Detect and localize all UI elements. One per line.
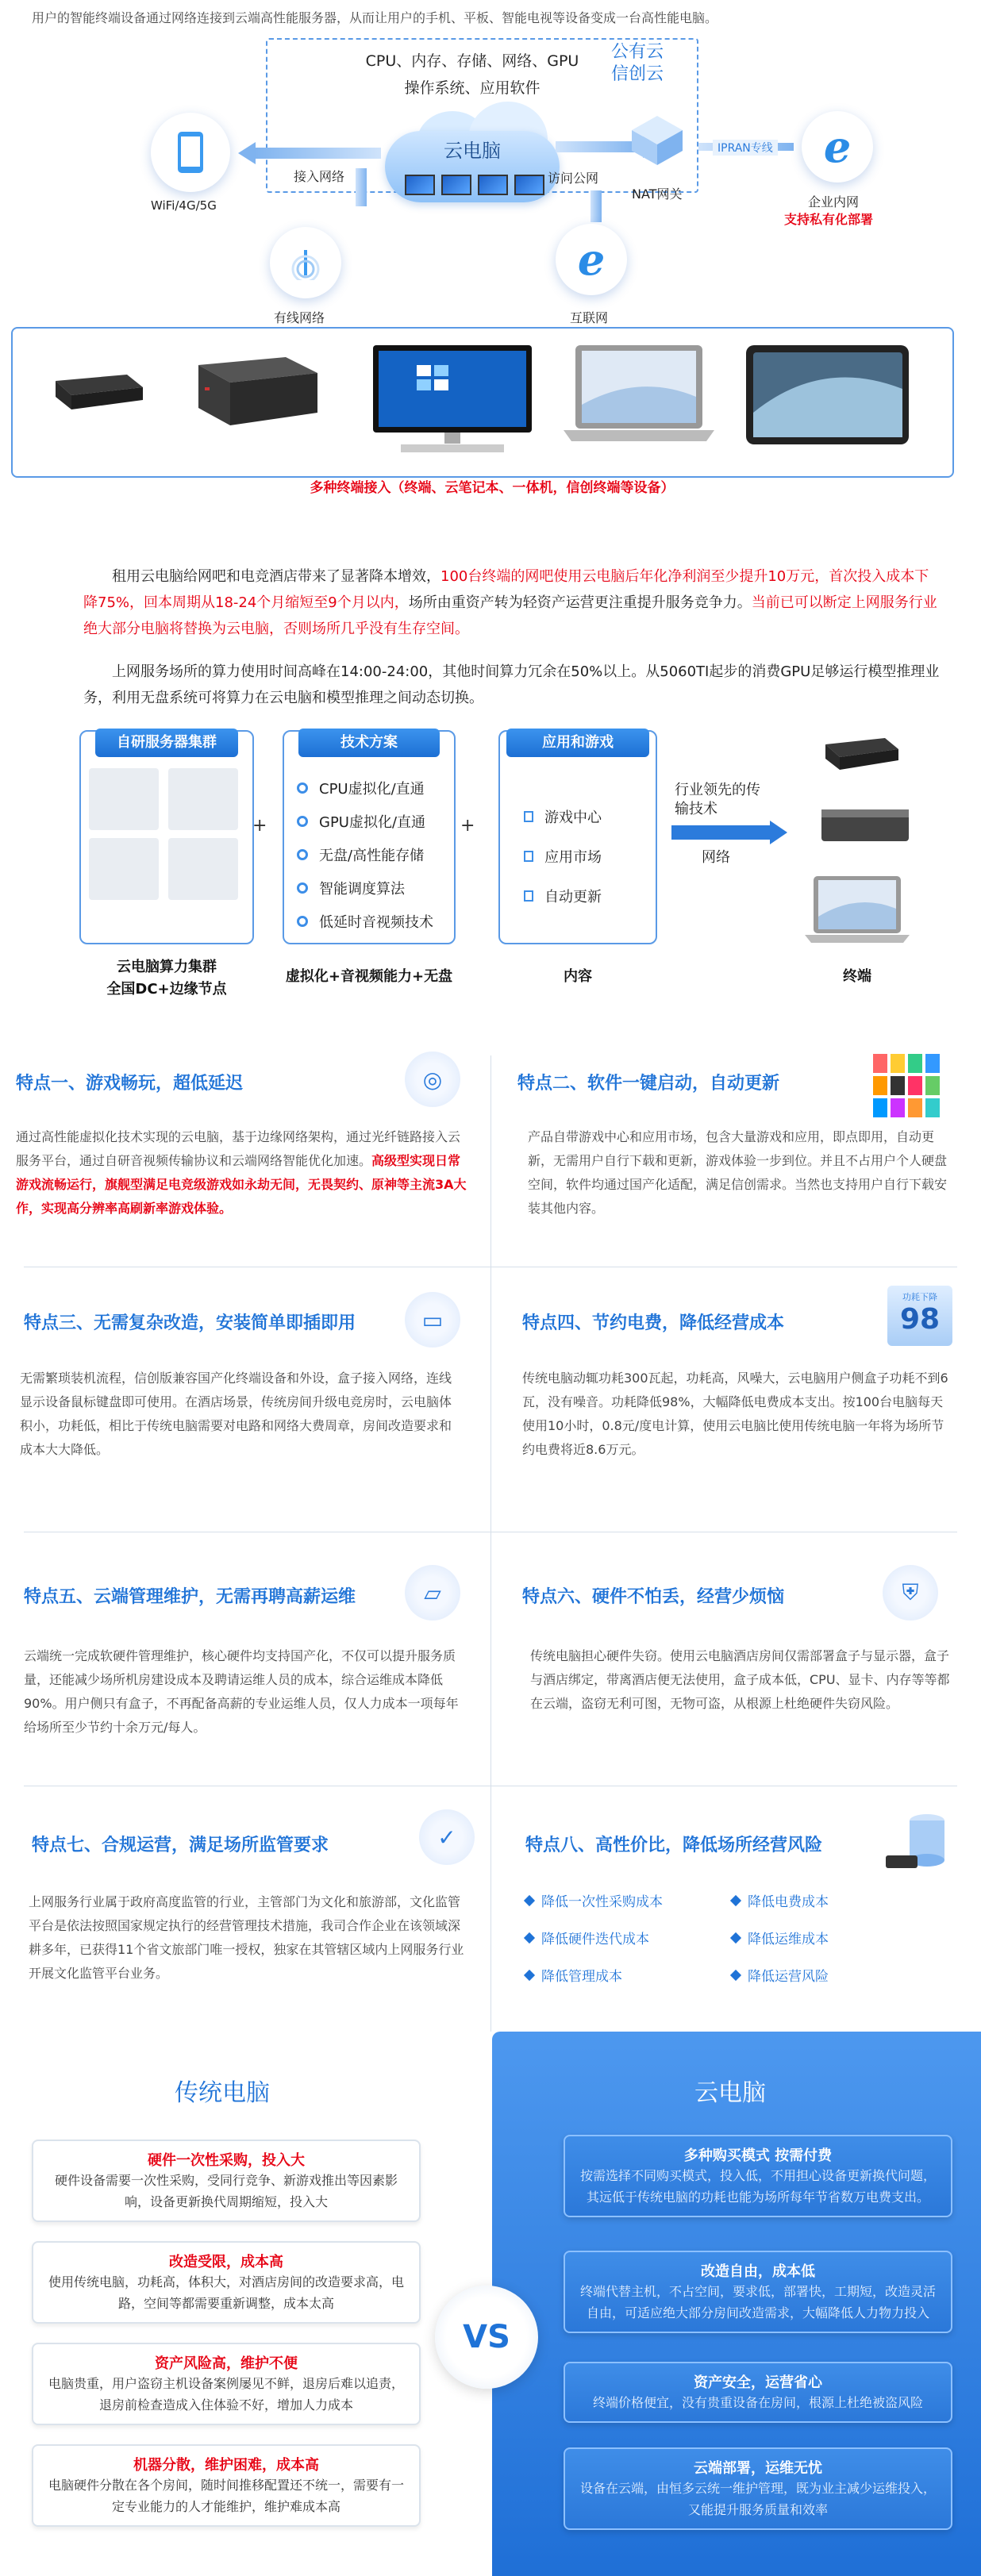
gear-icon bbox=[297, 916, 308, 927]
diamond-icon bbox=[524, 1969, 535, 1980]
internet-label: 互联网 bbox=[570, 310, 609, 325]
compliance-icon: ✓ bbox=[419, 1809, 475, 1865]
desktop-thumb bbox=[478, 175, 508, 195]
cloud-desktops bbox=[405, 175, 544, 195]
traditional-card: 改造受限，成本高 使用传统电脑，功耗高，体积大，对酒店房间的改造要求高，电路，空间等都需要重新调整，成本太高 bbox=[32, 2241, 421, 2324]
tech-head: 技术方案 bbox=[298, 729, 440, 757]
server-icon bbox=[89, 838, 159, 900]
ipran-label: IPRAN专线 bbox=[713, 140, 778, 156]
para-compute: 上网服务场所的算力使用时间高峰在14:00-24:00，其他时间算力冗余在50%以上。从5060TI起步的消费GPU足够运行模型推理业务，利用无盘系统可将算力在云电脑和模型推理之间动态切换。 bbox=[83, 663, 940, 706]
feature-8-item: 降低管理成本 bbox=[525, 1965, 732, 1985]
gear-icon bbox=[297, 782, 308, 794]
para1-red1: 100台终端的网吧使用云电脑后年化净利润至少提升10万元，首次投入成本下降75%，回本周期从18-24个月缩短至9个月以内， bbox=[83, 568, 929, 611]
arrow-down bbox=[356, 168, 367, 206]
feature-7-body: 上网服务行业属于政府高度监管的行业，主管部门为文化和旅游部，文化监管平台是依法按照国家规定执行的经营管理技术措施，我司合作企业在该领域深耕多年，已获得11个省文旅部门唯一授权，独家在其管辖区域内上网服务行业开展文化监管平台业务。 bbox=[29, 1894, 464, 1981]
shield-icon: ⛨ bbox=[883, 1565, 938, 1621]
box-device-icon bbox=[818, 730, 905, 778]
box-device-icon bbox=[40, 365, 151, 421]
server-icon bbox=[89, 768, 159, 830]
feature-8-item: 降低硬件迭代成本 bbox=[525, 1928, 732, 1947]
feature-5-title: 特点五、云端管理维护，无需再聘高薪运维 bbox=[24, 1587, 356, 1607]
feature-7-title: 特点七、合规运营，满足场所监管要求 bbox=[32, 1836, 329, 1855]
transport-label: 行业领先的传输技术 bbox=[675, 782, 760, 817]
traditional-card: 资产风险高，维护不便 电脑贵重，用户盗窃主机设备案例屡见不鲜，退房后难以追责，退房前检查造成入住体验不好，增加人力成本 bbox=[32, 2343, 421, 2425]
mini-host-icon bbox=[818, 802, 913, 849]
feature-6-title: 特点六、硬件不怕丢，经营少烦恼 bbox=[522, 1587, 785, 1607]
feature-5-body: 云端统一完成软硬件管理维护，核心硬件均支持国产化，不仅可以提升服务质量，还能减少场所机房建设成本及聘请运维人员的成本，综合运维成本降低90%。用户侧只有盒子，不再配备高薪的专业运维人员，仅人力成本一项每年给场所至少节约十余万元/每人。 bbox=[24, 1648, 459, 1735]
transport-arrow-head bbox=[770, 821, 787, 844]
network-label: 网络 bbox=[702, 849, 730, 866]
server-caption-2: 全国DC+边缘节点 bbox=[106, 981, 227, 998]
content-caption: 内容 bbox=[564, 968, 592, 985]
cloud-card: 资产安全，运营省心 终端价格便宜，没有贵重设备在房间，根源上杜绝被盗风险 bbox=[564, 2362, 952, 2423]
gear-icon bbox=[297, 816, 308, 827]
feature-4-title: 特点四、节约电费，降低经营成本 bbox=[522, 1313, 785, 1333]
plus-sign: + bbox=[460, 816, 475, 836]
feature-2-body: 产品自带游戏中心和应用市场，包含大量游戏和应用，即点即用，自动更新，无需用户自行下载和更新，游戏体验一步到位。并且不占用户个人硬盘空间，软件均通过国产化适配，满足信创需求。当然也支持用户自行下载安装其他内容。 bbox=[528, 1129, 948, 1216]
cloud-card: 多种购买模式 按需付费 按需选择不同购买模式，投入低，不用担心设备更新换代问题，其远低于传统电脑的功耗也能为场所每年节省数万电费支出。 bbox=[564, 2135, 952, 2217]
power-badge-top: 功耗下降 bbox=[902, 1292, 937, 1302]
visit-public-label: 访问公网 bbox=[548, 171, 599, 186]
transport-arrow bbox=[671, 825, 770, 840]
feature-1-body: 通过高性能虚拟化技术实现的云电脑，基于边缘网络架构，通过光纤链路接入云服务平台，通过自研音视频传输协议和云端网络智能优化加速。高级型实现日常游戏流畅运行，旗舰型满足电竞级游戏如永劫无间，无畏契约、原神等主流3A大作，实现高分辨率高刷新率游戏体验。 bbox=[16, 1129, 467, 1216]
cloud-card: 云端部署，运维无忧 设备在云端，由恒多云统一维护管理，既为业主减少运维投入，又能提升服务质量和效率 bbox=[564, 2447, 952, 2530]
feature-2-title: 特点二、软件一键启动，自动更新 bbox=[517, 1074, 780, 1094]
cloud-components: CPU、内存、存储、网络、GPU bbox=[365, 52, 579, 70]
nat-gateway-icon bbox=[627, 110, 687, 170]
enterprise-net-label: 企业内网 bbox=[808, 194, 860, 210]
feature-8-item: 降低运营风险 bbox=[732, 1965, 938, 1985]
server-icon bbox=[168, 838, 238, 900]
document-icon bbox=[524, 851, 533, 862]
document-icon bbox=[524, 811, 533, 822]
feature-3-body: 无需繁琐装机流程，信创版兼容国产化终端设备和外设，盒子接入网络，连线显示设备鼠标键盘即可使用。在酒店场景，传统房间升级电竞房时，云电脑体积小，功耗低，相比于传统电脑需要对电路和网络大费周章，房间改造要求和成本大大降低。 bbox=[20, 1371, 452, 1457]
para1-a: 租用云电脑给网吧和电竞酒店带来了显著降本增效， bbox=[112, 568, 440, 585]
ie-icon: e bbox=[556, 224, 627, 295]
tech-item: 低延时音视频技术 bbox=[297, 905, 433, 938]
tech-item: 智能调度算法 bbox=[297, 871, 433, 905]
wired-label: 有线网络 bbox=[274, 310, 325, 325]
traditional-card: 硬件一次性采购，投入大 硬件设备需要一次性采购，受同行竞争、新游戏推出等因素影响，设备更新换代周期缩短，投入大 bbox=[32, 2140, 421, 2222]
mini-host-icon bbox=[183, 349, 325, 436]
cloud-card: 改造自由，成本低 终端代替主机，不占空间，要求低，部署快，工期短，改造灵活自由，可适应绝大部分房间改造需求，大幅降低人力物力投入 bbox=[564, 2251, 952, 2333]
arrow-down bbox=[591, 190, 602, 222]
feature-8-list bbox=[525, 1890, 938, 1985]
desktop-thumb bbox=[514, 175, 544, 195]
cloud-pc-title: 云电脑 bbox=[694, 2079, 766, 2107]
tech-item: 无盘/高性能存储 bbox=[297, 838, 433, 871]
server-grid bbox=[89, 768, 240, 900]
arrow-left bbox=[254, 148, 381, 159]
access-network-label: 接入网络 bbox=[294, 169, 345, 184]
content-item: 游戏中心 bbox=[524, 797, 602, 836]
feature-8-item: 降低电费成本 bbox=[732, 1890, 938, 1910]
ie-icon: e bbox=[802, 111, 873, 183]
cloud-title: 云电脑 bbox=[444, 140, 501, 162]
feature-3-title: 特点三、无需复杂改造，安装简单即插即用 bbox=[24, 1313, 356, 1333]
traditional-card: 机器分散，维护困难，成本高 电脑硬件分散在各个房间，随时间推移配置还不统一，需要有一定专业能力的人才能维护，维护难成本高 bbox=[32, 2444, 421, 2527]
tech-item: GPU虚拟化/直通 bbox=[297, 805, 433, 838]
feature-8-item: 降低运维成本 bbox=[732, 1928, 938, 1947]
plus-sign: + bbox=[252, 816, 267, 836]
router-icon: ▭ bbox=[405, 1292, 460, 1348]
nat-gateway-label: NAT网关 bbox=[632, 186, 683, 202]
desktop-thumb bbox=[441, 175, 471, 195]
gear-icon bbox=[297, 849, 308, 860]
xinchuang-cloud-label: 信创云 bbox=[611, 64, 664, 84]
server-icon bbox=[168, 768, 238, 830]
feature-8-item: 降低一次性采购成本 bbox=[525, 1890, 732, 1910]
document-icon bbox=[524, 890, 533, 902]
server-cluster-head: 自研服务器集群 bbox=[95, 729, 238, 757]
tech-list bbox=[297, 771, 433, 938]
power-badge-value: 98 bbox=[899, 1303, 941, 1336]
vs-badge: VS bbox=[435, 2286, 538, 2389]
para-benefits bbox=[83, 563, 941, 642]
cloud-os: 操作系统、应用软件 bbox=[404, 79, 541, 97]
private-deploy-label: 支持私有化部署 bbox=[784, 212, 874, 227]
gamepad-icon: ◎ bbox=[405, 1052, 460, 1107]
para1-b: 场所由重资产转为轻资产运营更注重提升服务竞争力。 bbox=[408, 594, 752, 611]
server-caption-1: 云电脑算力集群 bbox=[117, 959, 217, 975]
laptop-icon bbox=[560, 341, 718, 452]
content-head: 应用和游戏 bbox=[506, 729, 649, 757]
app-grid-icon bbox=[873, 1054, 944, 1117]
diamond-icon bbox=[524, 1894, 535, 1905]
feature-divider bbox=[490, 1055, 491, 2032]
devices-caption: 多种终端接入（终端、云笔记本、一体机，信创终端等设备） bbox=[310, 480, 675, 496]
intro-text: 用户的智能终端设备通过网络连接到云端高性能服务器，从而让用户的手机、平板、智能电视等设备变成一台高性能电脑。 bbox=[32, 10, 718, 25]
feature-1-highlight: 高级型实现日常游戏流畅运行，旗舰型满足电竞级游戏如永劫无间，无畏契约、原神等主流3A大作，实现高分辨率高刷新率游戏体验。 bbox=[16, 1153, 467, 1216]
laptop-icon bbox=[802, 873, 913, 948]
feature-1-title: 特点一、游戏畅玩，超低延迟 bbox=[16, 1074, 244, 1094]
tech-item: CPU虚拟化/直通 bbox=[297, 771, 433, 805]
diamond-icon bbox=[730, 1969, 741, 1980]
gear-icon bbox=[297, 882, 308, 894]
wired-network-icon bbox=[270, 227, 341, 298]
tech-caption: 虚拟化+音视频能力+无盘 bbox=[285, 968, 453, 985]
terminal-caption: 终端 bbox=[843, 968, 871, 985]
diamond-icon bbox=[730, 1894, 741, 1905]
cloud-box-icon: ▱ bbox=[405, 1565, 460, 1621]
content-item: 自动更新 bbox=[524, 876, 602, 916]
content-list bbox=[524, 797, 602, 916]
desktop-thumb bbox=[405, 175, 435, 195]
tablet-laptop-icon bbox=[742, 341, 917, 460]
feature-6-body: 传统电脑担心硬件失窃。使用云电脑酒店房间仅需部署盒子与显示器，盒子与酒店绑定，带离酒店便无法使用，盒子成本低，CPU、显卡、内存等等都在云端，盗窃无利可图，无物可盗，从根源上杜绝硬件失窃风险。 bbox=[530, 1648, 950, 1711]
traditional-pc-title: 传统电脑 bbox=[175, 2079, 270, 2107]
diamond-icon bbox=[730, 1932, 741, 1943]
database-icon bbox=[879, 1809, 951, 1881]
power-badge-icon bbox=[887, 1286, 952, 1346]
phone-icon bbox=[151, 113, 230, 192]
content-item: 应用市场 bbox=[524, 836, 602, 876]
feature-8-title: 特点八、高性价比，降低场所经营风险 bbox=[525, 1836, 823, 1855]
diamond-icon bbox=[524, 1932, 535, 1943]
public-cloud-label: 公有云 bbox=[611, 42, 664, 62]
all-in-one-icon bbox=[369, 341, 536, 460]
para1-red2: 当前已可以断定上网服务行业绝大部分电脑将替换为云电脑，否则场所几乎没有生存空间。 bbox=[83, 594, 937, 637]
feature-4-body: 传统电脑动辄功耗300瓦起，功耗高，风噪大，云电脑用户侧盒子功耗不到6瓦，没有噪音。功耗降低98%，大幅降低电费成本支出。按100台电脑每天使用10小时，0.8元/度电计算，使用云电脑比使用传统电脑一年将为场所节约电费将近8.6万元。 bbox=[522, 1371, 948, 1457]
arrow-left-head bbox=[238, 142, 256, 164]
wifi-label: WiFi/4G/5G bbox=[151, 198, 217, 213]
